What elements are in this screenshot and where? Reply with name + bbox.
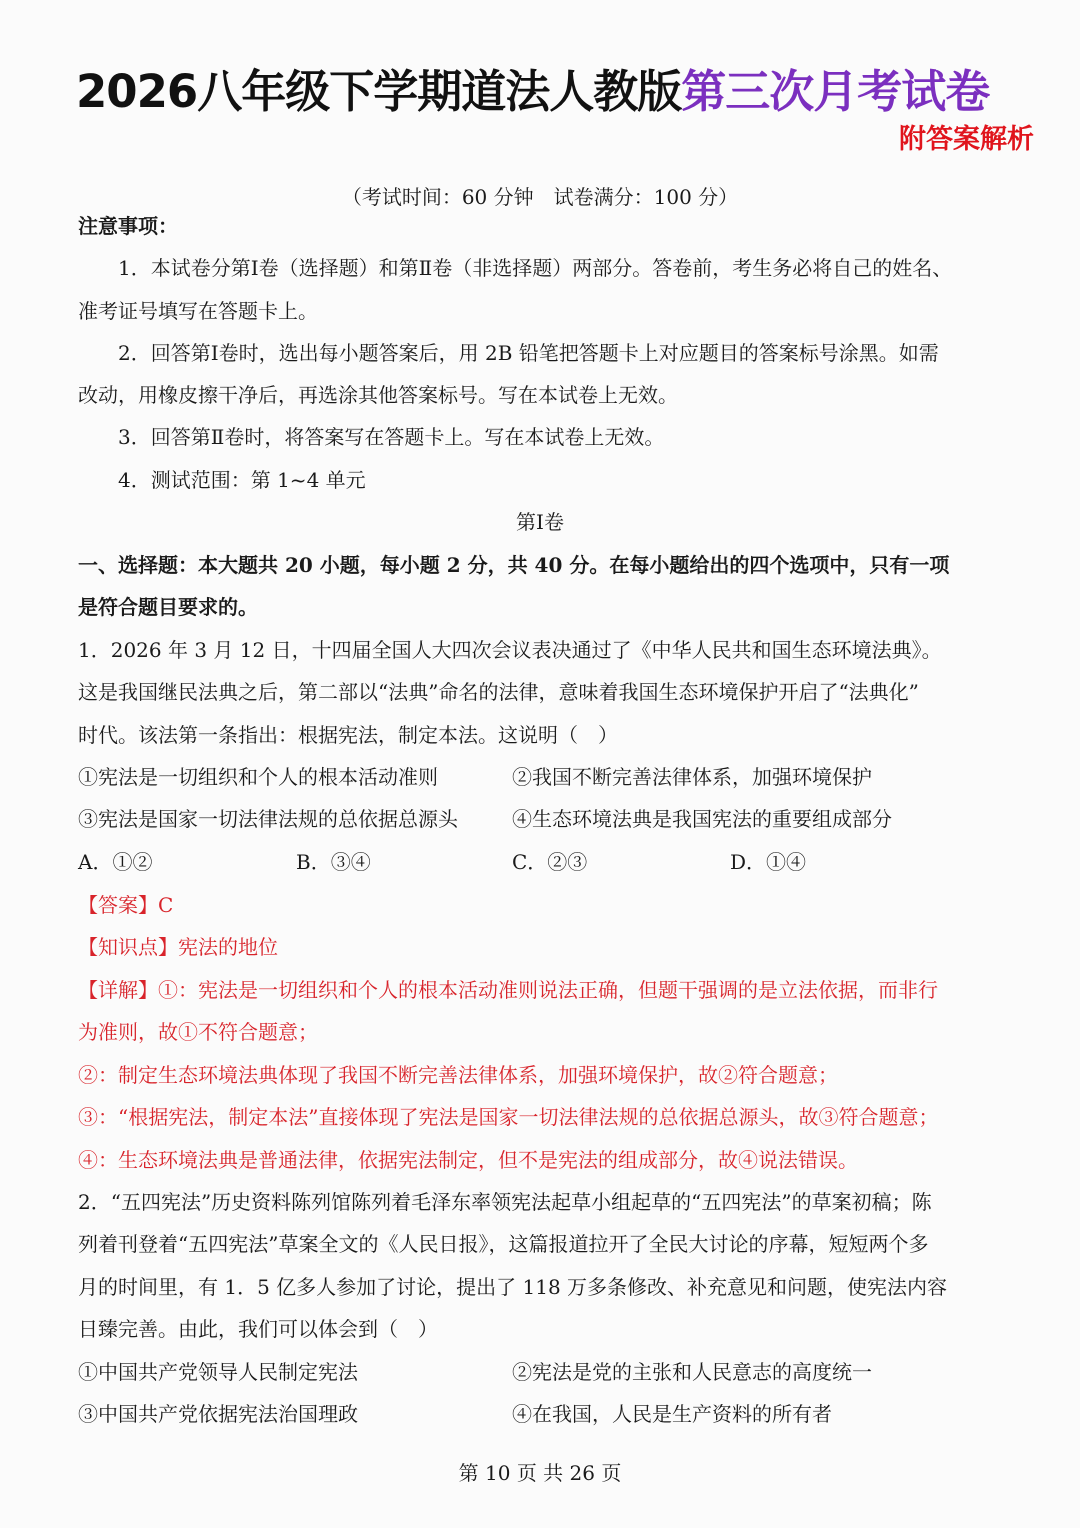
title-main: 2026八年级下学期道法人教版 <box>76 65 682 118</box>
title-highlight: 第三次月考试卷 <box>681 65 990 118</box>
notice-item-2-cont: 改动，用橡皮擦干净后，再选涂其他答案标号。写在本试卷上无效。 <box>78 383 678 407</box>
question-1-stem-2: 这是我国继民法典之后，第二部以“法典”命名的法律，意味着我国生态环境保护开启了“法典化” <box>78 680 919 704</box>
question-1-explanation: 【详解】①：宪法是一切组织和个人的根本活动准则说法正确，但题干强调的是立法依据，而非行 <box>78 978 938 1002</box>
notice-item-1-cont: 准考证号填写在答题卡上。 <box>78 299 318 323</box>
question-2-statement-2: ②宪法是党的主张和人民意志的高度统一 <box>512 1360 872 1384</box>
question-2-stem: 2．“五四宪法”历史资料陈列馆陈列着毛泽东率领宪法起草小组起草的“五四宪法”的草案初稿；陈 <box>78 1190 932 1214</box>
question-1-statement-2: ②我国不断完善法律体系，加强环境保护 <box>512 765 872 789</box>
question-1-explanation-5: ④：生态环境法典是普通法律，依据宪法制定，但不是宪法的组成部分，故④说法错误。 <box>78 1148 858 1172</box>
document-title <box>76 62 1046 122</box>
answer-analysis-tag: 附答案解析 <box>899 124 1034 155</box>
question-1-answer: 【答案】C <box>78 893 174 917</box>
question-1-explanation-3: ②：制定生态环境法典体现了我国不断完善法律体系，加强环境保护，故②符合题意； <box>78 1063 838 1087</box>
notice-item-3: 3．回答第Ⅱ卷时，将答案写在答题卡上。写在本试卷上无效。 <box>118 425 665 449</box>
question-1-explanation-2: 为准则，故①不符合题意； <box>78 1020 318 1044</box>
question-1-option-c: C．②③ <box>512 850 588 874</box>
volume-label: 第Ⅰ卷 <box>516 510 564 534</box>
notice-item-2: 2．回答第Ⅰ卷时，选出每小题答案后，用 2B 铅笔把答题卡上对应题目的答案标号涂黑。如需 <box>118 341 939 365</box>
question-1-explanation-4: ③：“根据宪法，制定本法”直接体现了宪法是国家一切法律法规的总依据总源头，故③符合题意； <box>78 1105 939 1129</box>
section-heading: 一、选择题：本大题共 20 小题，每小题 2 分，共 40 分。在每小题给出的四个选项中，只有一项 <box>78 553 950 577</box>
question-1-knowledge-point: 【知识点】宪法的地位 <box>78 935 278 959</box>
question-2-stem-3: 月的时间里，有 1．5 亿多人参加了讨论，提出了 118 万多条修改、补充意见和问题，使宪法内容 <box>78 1275 948 1299</box>
notice-heading: 注意事项： <box>78 214 178 238</box>
question-1-statement-4: ④生态环境法典是我国宪法的重要组成部分 <box>512 807 892 831</box>
exam-info: （考试时间：60 分钟 试卷满分：100 分） <box>341 185 739 209</box>
question-1-statement-3: ③宪法是国家一切法律法规的总依据总源头 <box>78 807 458 831</box>
question-1-stem: 1．2026 年 3 月 12 日，十四届全国人大四次会议表决通过了《中华人民共和国生态环境法典》。 <box>78 638 942 662</box>
question-2-statement-4: ④在我国，人民是生产资料的所有者 <box>512 1402 832 1426</box>
question-2-statement-1: ①中国共产党领导人民制定宪法 <box>78 1360 358 1384</box>
question-2-stem-2: 列着刊登着“五四宪法”草案全文的《人民日报》，这篇报道拉开了全民大讨论的序幕，短短两个多 <box>78 1232 929 1256</box>
notice-item-1: 1．本试卷分第Ⅰ卷（选择题）和第Ⅱ卷（非选择题）两部分。答卷前，考生务必将自己的姓名、 <box>118 256 953 280</box>
notice-item-4: 4．测试范围：第 1~4 单元 <box>118 468 366 492</box>
page-number-footer: 第 10 页 共 26 页 <box>458 1461 622 1485</box>
section-heading-cont: 是符合题目要求的。 <box>78 595 258 619</box>
question-1-stem-3: 时代。该法第一条指出：根据宪法，制定本法。这说明（ ） <box>78 723 618 747</box>
question-1-option-b: B．③④ <box>296 850 371 874</box>
question-2-statement-3: ③中国共产党依据宪法治国理政 <box>78 1402 358 1426</box>
question-1-option-a: A．①② <box>78 850 153 874</box>
question-1-statement-1: ①宪法是一切组织和个人的根本活动准则 <box>78 765 438 789</box>
question-2-stem-4: 日臻完善。由此，我们可以体会到（ ） <box>78 1317 438 1341</box>
question-1-option-d: D．①④ <box>730 850 807 874</box>
